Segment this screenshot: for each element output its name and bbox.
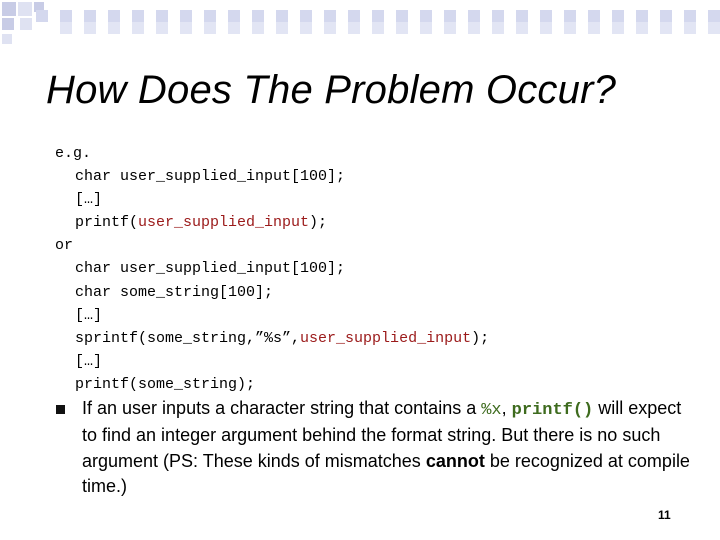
decor-square: [20, 18, 32, 30]
inline-code: %x: [481, 401, 502, 420]
decor-strip: [48, 22, 720, 34]
code-token: sprintf(some_string,”%s”,: [75, 329, 301, 347]
decor-square: [2, 18, 14, 30]
code-line: e.g.: [55, 145, 92, 162]
bullet-text: [82, 396, 692, 499]
code-block: [55, 142, 489, 396]
code-line: char user_supplied_input[100];: [75, 168, 346, 186]
slide-title: How Does The Problem Occur?: [46, 68, 617, 112]
page-number: 11: [658, 508, 671, 522]
text-run: ,: [501, 398, 512, 418]
code-line: char some_string[100];: [75, 283, 274, 301]
code-token-highlight: user_supplied_input: [300, 329, 472, 347]
code-line: […]: [75, 191, 103, 209]
code-line: [55, 211, 489, 234]
inline-code: printf(): [511, 401, 594, 420]
decor-square: [2, 2, 16, 16]
code-line: [55, 327, 489, 350]
decor-square: [18, 2, 32, 16]
code-token: );: [309, 214, 328, 232]
code-token: );: [471, 329, 490, 347]
code-line: printf(some_string);: [75, 375, 256, 393]
code-line: […]: [75, 306, 103, 324]
text-run: If an user inputs a character string that contains a: [82, 398, 482, 418]
code-token: printf(: [75, 214, 139, 232]
square-bullet-icon: [56, 405, 65, 414]
emphasis-text: cannot: [425, 450, 485, 471]
code-token-highlight: user_supplied_input: [138, 214, 310, 232]
text-run: be recognized at compile time.): [82, 450, 690, 496]
text-run: will expect to find an integer argument behind the format string. But there is no such argument (PS: These kinds of mismatches: [82, 398, 682, 471]
code-line: or: [55, 237, 74, 255]
decor-square: [2, 34, 12, 44]
code-line: char user_supplied_input[100];: [75, 260, 346, 278]
code-line: […]: [75, 352, 103, 370]
